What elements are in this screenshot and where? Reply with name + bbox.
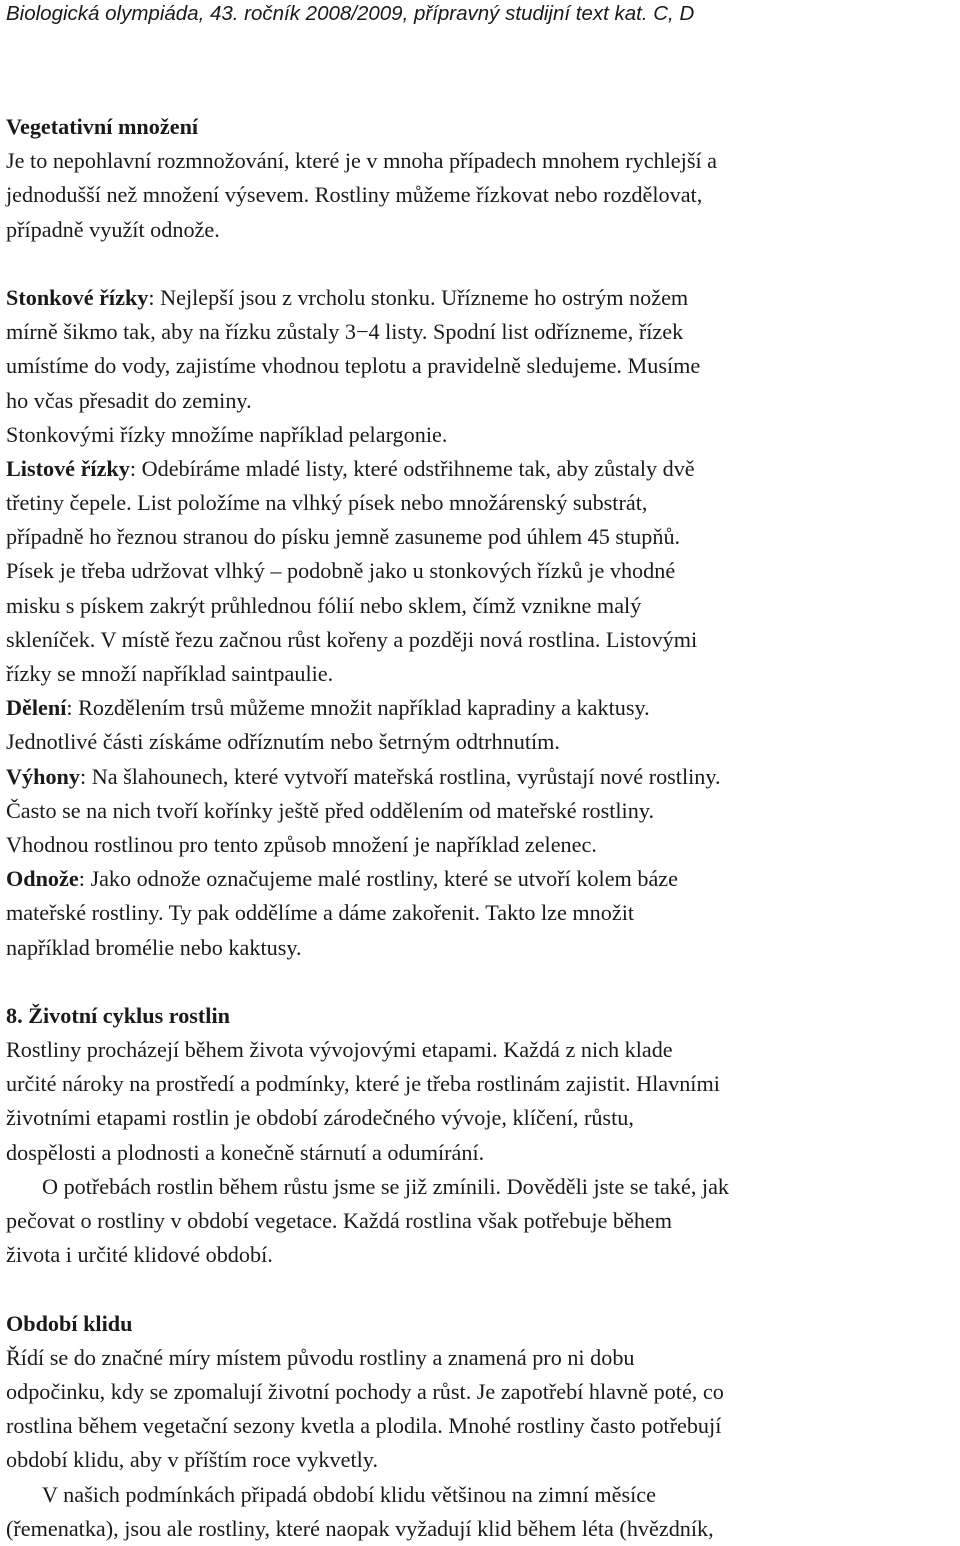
paragraph-line: (řemenatka), jsou ale rostliny, které naopak vyžadují klid během léta (hvězdník, <box>6 1515 714 1541</box>
paragraph-line: Vhodnou rostlinou pro tento způsob množení je například zelenec. <box>6 831 597 857</box>
paragraph-line: V našich podmínkách připadá období klidu většinou na zimní měsíce <box>42 1481 656 1507</box>
paragraph-line: ho včas přesadit do zeminy. <box>6 387 252 413</box>
spacer <box>6 965 956 999</box>
section-lifecycle <box>6 999 956 1273</box>
paragraph-line: třetiny čepele. List položíme na vlhký písek nebo množárenský substrát, <box>6 490 648 516</box>
paragraph-line: Jednotlivé části získáme odříznutím nebo šetrným odtrhnutím. <box>6 729 560 755</box>
term-text: : Na šlahounech, které vytvoří mateřská rostlina, vyrůstají nové rostliny. <box>79 763 721 789</box>
paragraph-line <box>6 281 956 315</box>
section-division <box>6 691 956 759</box>
paragraph-line <box>6 862 956 896</box>
paragraph-line: jednodušší než množení výsevem. Rostliny můžeme řízkovat nebo rozdělovat, <box>6 182 703 208</box>
term-text: : Rozdělením trsů můžeme množit například kapradiny a kaktusy. <box>66 695 650 721</box>
paragraph-line: O potřebách rostlin během růstu jsme se již zmínili. Dověděli jste se také, jak <box>42 1173 730 1199</box>
section-dormancy <box>6 1307 956 1546</box>
paragraph-line: například bromélie nebo kaktusy. <box>6 934 302 960</box>
paragraph-line: mírně šikmo tak, aby na řízku zůstaly 3−4 listy. Spodní list odřízneme, řízek <box>6 319 684 345</box>
paragraph-line: mateřské rostliny. Ty pak oddělíme a dáme zakořenit. Takto lze množit <box>6 900 635 926</box>
term-label: Odnože <box>6 866 79 892</box>
paragraph-line: Stonkovými řízky množíme například pelargonie. <box>6 421 448 447</box>
paragraph-line: skleníček. V místě řezu začnou růst kořeny a později nová rostlina. Listovými <box>6 626 698 652</box>
paragraph-line: rostlina během vegetační sezony kvetla a plodila. Mnohé rostliny často potřebují <box>6 1413 722 1439</box>
page-header: Biologická olympiáda, 43. ročník 2008/2009, přípravný studijní text kat. C, D <box>6 2 695 25</box>
section-vegetative <box>6 110 956 247</box>
paragraph-line: Je to nepohlavní rozmnožování, které je v mnoha případech mnohem rychlejší a <box>6 148 718 174</box>
paragraph-line: života i určité klidové období. <box>6 1242 273 1268</box>
paragraph-line <box>6 760 956 794</box>
term-text: : Odebíráme mladé listy, které odstřihneme tak, aby zůstaly dvě <box>129 455 695 481</box>
spacer <box>6 247 956 281</box>
paragraph-line: období klidu, aby v příštím roce vykvetly. <box>6 1447 378 1473</box>
term-text: : Jako odnože označujeme malé rostliny, které se utvoří kolem báze <box>78 866 678 892</box>
paragraph-line: Písek je třeba udržovat vlhký – podobně jako u stonkových řízků je vhodné <box>6 558 676 584</box>
paragraph-line: misku s pískem zakrýt průhlednou fólií nebo sklem, čímž vznikne malý <box>6 592 642 618</box>
spacer <box>6 1272 956 1306</box>
paragraph-line: odpočinku, kdy se zpomalují životní pochody a růst. Je zapotřebí hlavně poté, co <box>6 1378 724 1404</box>
paragraph-line: řízky se množí například saintpaulie. <box>6 661 334 686</box>
paragraph-line: umístíme do vody, zajistíme vhodnou teplotu a pravidelně sledujeme. Musíme <box>6 353 701 379</box>
section-heading: Období klidu <box>6 1310 133 1336</box>
section-heading: Vegetativní množení <box>6 114 199 139</box>
paragraph-line: pečovat o rostliny v období vegetace. Každá rostlina však potřebuje během <box>6 1208 673 1233</box>
paragraph-line <box>6 452 956 486</box>
term-label: Stonkové řízky <box>6 284 149 310</box>
section-offsets <box>6 862 956 965</box>
section-stem-cuttings <box>6 281 956 452</box>
document-body <box>6 110 956 1546</box>
paragraph-line: určité nároky na prostředí a podmínky, které je třeba rostlinám zajistit. Hlavními <box>6 1071 720 1097</box>
term-label: Listové řízky <box>6 455 130 481</box>
paragraph-line: Řídí se do značné míry místem původu rostliny a znamená pro ni dobu <box>6 1344 635 1370</box>
paragraph-line: případně využít odnože. <box>6 216 220 242</box>
section-runners <box>6 760 956 863</box>
paragraph-line: dospělosti a plodnosti a konečně stárnutí a odumírání. <box>6 1139 485 1165</box>
term-label: Dělení <box>6 695 67 721</box>
paragraph-line: Často se na nich tvoří kořínky ještě před oddělením od mateřské rostliny. <box>6 797 655 823</box>
term-text: : Nejlepší jsou z vrcholu stonku. Uřízneme ho ostrým nožem <box>148 284 689 310</box>
paragraph-line <box>6 691 956 725</box>
paragraph-line: Rostliny procházejí během života vývojovými etapami. Každá z nich klade <box>6 1037 673 1063</box>
section-heading: 8. Životní cyklus rostlin <box>6 1002 230 1028</box>
paragraph-line: případně ho řeznou stranou do písku jemně zasuneme pod úhlem 45 stupňů. <box>6 524 681 550</box>
paragraph-line: životními etapami rostlin je období zárodečného vývoje, klíčení, růstu, <box>6 1105 634 1131</box>
section-leaf-cuttings <box>6 452 956 691</box>
term-label: Výhony <box>6 763 80 789</box>
